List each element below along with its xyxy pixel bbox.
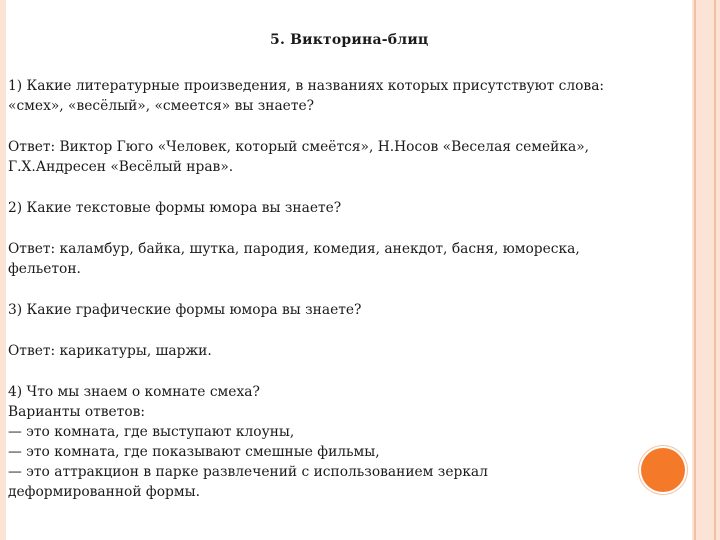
answer-2-line: Ответ: каламбур, байка, шутка, пародия, комедия, анекдот, басня, юмореска, [8,241,580,257]
question-4-option: — это комната, где показывают смешные фильмы, [8,444,380,460]
question-4-option: — это комната, где выступают клоуны, [8,424,295,440]
question-1 [8,76,708,116]
quiz-content [8,76,708,523]
slide-title: 5. Викторина-блиц [270,32,429,48]
question-2 [8,198,708,218]
right-frame-outer-line [714,0,716,540]
question-4-option-continued: деформированной формы. [8,484,200,500]
answer-2 [8,239,708,279]
question-1-line: «смех», «весёлый», «смеется» вы знаете? [8,98,315,114]
left-frame-border [0,0,6,540]
orange-circle-decoration [641,448,685,492]
answer-1-line: Ответ: Виктор Гюго «Человек, который смеётся», Н.Носов «Веселая семейка», [8,139,590,155]
question-1-line: 1) Какие литературные произведения, в названиях которых присутствуют слова: [8,78,605,94]
answer-3 [8,341,708,361]
question-4-line: 4) Что мы знаем о комнате смеха? [8,384,260,400]
answer-1 [8,137,708,177]
answer-1-line: Г.Х.Андресен «Весёлый нрав». [8,159,234,175]
answer-3-line: Ответ: карикатуры, шаржи. [8,343,212,359]
question-4-option: — это аттракцион в парке развлечений с использованием зеркал [8,464,488,480]
question-4-options-label: Варианты ответов: [8,404,146,420]
question-4 [8,382,708,502]
question-3 [8,300,708,320]
question-2-line: 2) Какие текстовые формы юмора вы знаете? [8,200,342,216]
answer-2-line: фельетон. [8,261,81,277]
question-3-line: 3) Какие графические формы юмора вы знаете? [8,302,362,318]
